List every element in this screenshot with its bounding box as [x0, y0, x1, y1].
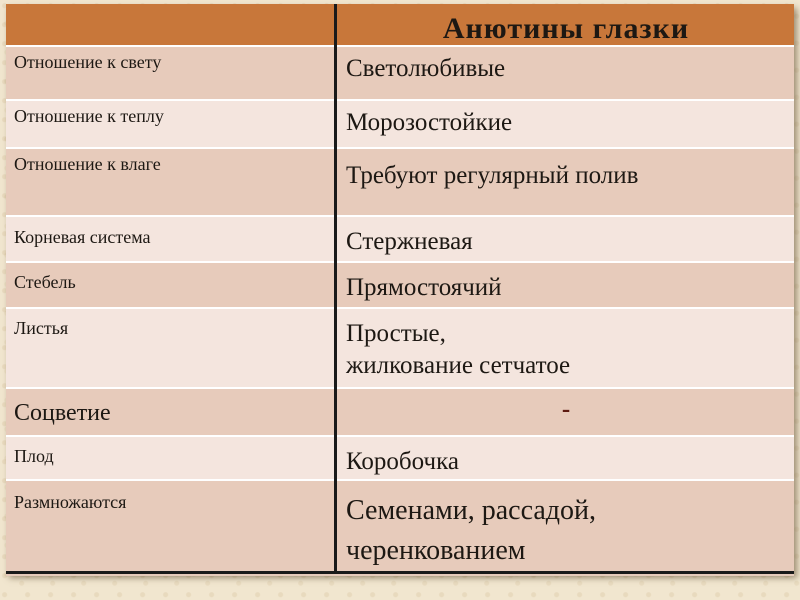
row-value: Стержневая: [346, 228, 473, 255]
table-row-propagation: [6, 479, 794, 576]
row-label: Корневая система: [14, 227, 151, 247]
row-value-line1: Простые,: [346, 320, 446, 347]
row-value-line1: Семенами, рассадой,: [346, 495, 596, 526]
row-label: Стебель: [14, 272, 76, 292]
table-row-light: [6, 45, 794, 101]
table-row-stem: [6, 261, 794, 309]
row-label: Соцветие: [14, 400, 111, 426]
row-label: Отношение к теплу: [14, 106, 164, 126]
row-value: Светолюбивые: [346, 55, 506, 82]
plant-table: [6, 4, 794, 574]
table-row-root-system: [6, 215, 794, 263]
table-row-leaves: [6, 307, 794, 389]
row-label: Отношение к влаге: [14, 154, 161, 174]
row-value-line2: жилкование сетчатое: [346, 352, 571, 379]
row-value: Морозостойкие: [346, 109, 513, 136]
row-label: Отношение к свету: [14, 52, 162, 72]
table-row-heat: [6, 99, 794, 149]
row-value: Требуют регулярный полив: [346, 162, 639, 189]
table-row-inflorescence: [6, 387, 794, 437]
row-label: Плод: [14, 446, 54, 466]
row-value: Коробочка: [346, 448, 459, 475]
row-label: Размножаются: [14, 492, 127, 512]
table-title: Анютины глазки: [442, 12, 690, 45]
table-row-moisture: [6, 147, 794, 217]
row-value: Прямостоячий: [346, 274, 502, 301]
table-row-fruit: [6, 435, 794, 481]
column-divider: [334, 4, 337, 574]
row-value: -: [561, 396, 571, 423]
row-label: Листья: [14, 318, 69, 338]
table-bottom-border: [6, 571, 794, 574]
table-header: [6, 4, 794, 45]
row-value-line2: черенкованием: [346, 535, 526, 566]
